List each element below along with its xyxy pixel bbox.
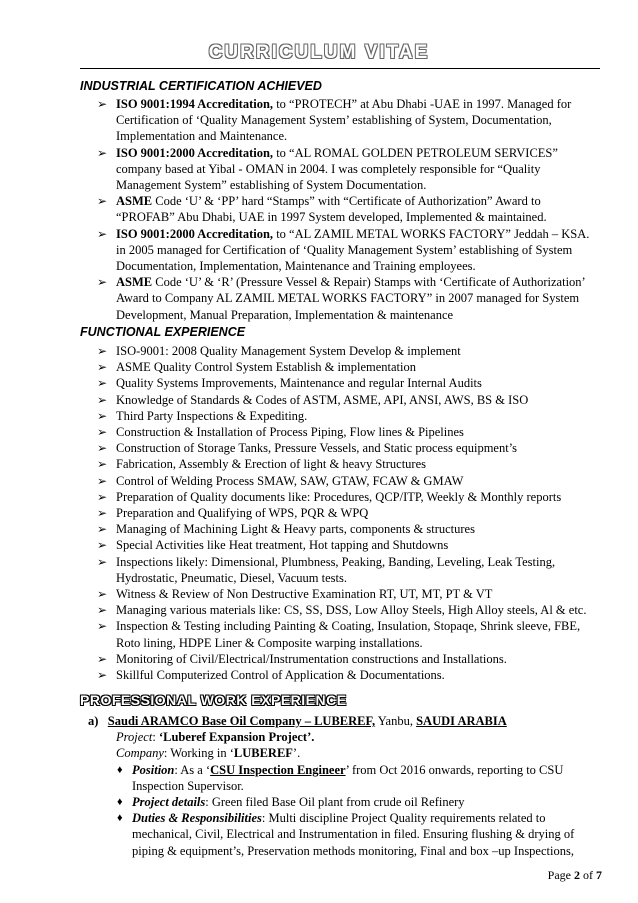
list-item bbox=[97, 505, 602, 521]
job-letter: a) bbox=[88, 714, 99, 728]
list-item bbox=[97, 521, 602, 537]
list-item bbox=[97, 440, 602, 456]
position-value: CSU Inspection Engineer bbox=[210, 762, 346, 777]
arrow-bullet-icon: ➢ bbox=[97, 587, 108, 602]
list-item bbox=[97, 473, 602, 489]
list-item bbox=[97, 359, 602, 375]
list-item bbox=[97, 424, 602, 440]
arrow-bullet-icon: ➢ bbox=[97, 441, 108, 456]
list-item-text: Inspection & Testing including Painting & Coating, Insulation, Stopaqe, Shrink sleeve, FBE, Roto lining, HDPE Liner & Composite warping installations. bbox=[116, 619, 581, 650]
list-item bbox=[97, 537, 602, 553]
arrow-bullet-icon: ➢ bbox=[97, 392, 108, 407]
arrow-bullet-icon: ➢ bbox=[97, 425, 108, 440]
page-number bbox=[548, 868, 602, 883]
job-company: Saudi ARAMCO Base Oil Company – LUBEREF, bbox=[107, 714, 376, 728]
arrow-bullet-icon: ➢ bbox=[97, 489, 108, 504]
arrow-bullet-icon: ➢ bbox=[97, 275, 108, 290]
certification-bold: ASME bbox=[116, 194, 153, 209]
functional-list bbox=[97, 343, 602, 683]
title-underline bbox=[80, 68, 600, 69]
certification-item bbox=[97, 96, 602, 145]
certification-text: to “AL ROMAL GOLDEN PETROLEUM SERVICES” company based at Yibal - OMAN in 2004. I was completely responsible for “Quality Management System” establishing of System Documentation. bbox=[116, 145, 558, 193]
list-item bbox=[97, 602, 602, 618]
diamond-bullet-icon: ♦ bbox=[117, 763, 123, 776]
list-item-text: Quality Systems Improvements, Maintenance and regular Internal Audits bbox=[116, 376, 482, 391]
certification-text: Code ‘U’ & ‘PP’ hard “Stamps” with “Certificate of Authorization” Award to “PROFAB” Abu Dhabi, UAE in 1997 System developed, Implemented & maintained. bbox=[116, 194, 547, 225]
list-item bbox=[97, 489, 602, 505]
company-suffix: ’. bbox=[292, 746, 301, 761]
functional-heading: FUNCTIONAL EXPERIENCE bbox=[80, 325, 246, 339]
arrow-bullet-icon: ➢ bbox=[97, 473, 108, 488]
job-duties bbox=[88, 810, 603, 859]
page-label: Page bbox=[547, 868, 574, 882]
certification-heading: INDUSTRIAL CERTIFICATION ACHIEVED bbox=[80, 79, 322, 93]
list-item bbox=[97, 343, 602, 359]
list-item bbox=[97, 554, 602, 586]
certification-item bbox=[97, 193, 602, 225]
arrow-bullet-icon: ➢ bbox=[97, 651, 108, 666]
list-item-text: Managing of Machining Light & Heavy parts, components & structures bbox=[116, 522, 475, 537]
list-item-text: Skillful Computerized Control of Application & Documentations. bbox=[116, 668, 445, 683]
list-item bbox=[97, 667, 602, 683]
job-city: Yanbu, bbox=[375, 714, 417, 728]
list-item-text: Witness & Review of Non Destructive Examination RT, UT, MT, PT & VT bbox=[116, 587, 493, 602]
company-value: LUBEREF bbox=[233, 746, 293, 761]
list-item-text: Inspections likely: Dimensional, Plumbness, Peaking, Banding, Leveling, Leak Testing, Hydrostatic, Pneumatic, Diesel, Vacuum tests. bbox=[116, 554, 556, 585]
list-item-text: Special Activities like Heat treatment, Hot tapping and Shutdowns bbox=[116, 538, 449, 553]
arrow-bullet-icon: ➢ bbox=[97, 538, 108, 553]
list-item bbox=[97, 456, 602, 472]
job-project: Project: ‘Luberef Expansion Project’. bbox=[116, 730, 315, 745]
arrow-bullet-icon: ➢ bbox=[97, 554, 108, 569]
page-total: 7 bbox=[596, 868, 602, 882]
list-item-text: Preparation and Qualifying of WPS, PQR & WPQ bbox=[116, 506, 369, 521]
arrow-bullet-icon: ➢ bbox=[97, 360, 108, 375]
company-label: Company bbox=[116, 746, 164, 761]
list-item-text: Construction of Storage Tanks, Pressure Vessels, and Static process equipment’s bbox=[116, 441, 518, 456]
list-item bbox=[97, 392, 602, 408]
certification-list bbox=[97, 96, 602, 323]
arrow-bullet-icon: ➢ bbox=[97, 226, 108, 241]
list-item-text: Monitoring of Civil/Electrical/Instrumentation constructions and Installations. bbox=[116, 651, 507, 666]
arrow-bullet-icon: ➢ bbox=[97, 603, 108, 618]
arrow-bullet-icon: ➢ bbox=[97, 344, 108, 358]
project-label: Project bbox=[116, 730, 153, 745]
arrow-bullet-icon: ➢ bbox=[97, 408, 108, 423]
list-item-text: Control of Welding Process SMAW, SAW, GTAW, FCAW & GMAW bbox=[116, 473, 464, 488]
certification-bold: ISO 9001:1994 Accreditation, bbox=[116, 97, 274, 111]
certification-bold: ISO 9001:2000 Accreditation, bbox=[116, 226, 274, 241]
list-item-text: Knowledge of Standards & Codes of ASTM, ASME, API, ANSI, AWS, BS & ISO bbox=[116, 392, 529, 407]
arrow-bullet-icon: ➢ bbox=[97, 194, 108, 209]
certification-text: to “AL ZAMIL METAL WORKS FACTORY” Jeddah – KSA. in 2005 managed for Certification of ‘Quality Management System’ establishing of System Documentation, Implementation, Maintenance and Training employees. bbox=[116, 226, 590, 274]
list-item-text: ASME Quality Control System Establish & implementation bbox=[116, 360, 416, 375]
list-item bbox=[97, 408, 602, 424]
list-item-text: ISO-9001: 2008 Quality Management System Develop & implement bbox=[116, 344, 461, 358]
company-prefix: : Working in ‘ bbox=[163, 746, 234, 761]
arrow-bullet-icon: ➢ bbox=[97, 619, 108, 634]
certification-bold: ASME bbox=[116, 275, 153, 290]
details-text: : Green filed Base Oil plant from crude oil Refinery bbox=[205, 795, 465, 810]
duties-label: Duties & Responsibilities bbox=[132, 811, 262, 826]
certification-text: to “PROTECH” at Abu Dhabi -UAE in 1997. Managed for Certification of ‘Quality Management System’ establishing of System, Documentation, Implementation and Maintenance. bbox=[116, 97, 572, 144]
page-of: of bbox=[580, 868, 596, 882]
project-value: ‘Luberef Expansion Project’. bbox=[158, 730, 315, 745]
arrow-bullet-icon: ➢ bbox=[97, 506, 108, 521]
arrow-bullet-icon: ➢ bbox=[97, 145, 108, 160]
list-item-text: Managing various materials like: CS, SS, DSS, Low Alloy Steels, High Alloy steels, Al & etc. bbox=[116, 603, 587, 618]
certification-item bbox=[97, 145, 602, 194]
duties-text: : Multi discipline Project Quality requirements related to mechanical, Civil, Electrical and Instrumentation in filed. Ensuring flushing & drying of piping & equipment’s, Preservation methods monitoring, Final and box –up Inspections, bbox=[132, 811, 575, 858]
arrow-bullet-icon: ➢ bbox=[97, 376, 108, 391]
certification-item bbox=[97, 226, 602, 275]
job-country: SAUDI ARABIA bbox=[416, 714, 507, 728]
arrow-bullet-icon: ➢ bbox=[97, 522, 108, 537]
list-item bbox=[97, 618, 602, 650]
job-company-line bbox=[88, 745, 603, 761]
list-item bbox=[97, 586, 602, 602]
certification-text: Code ‘U’ & ‘R’ (Pressure Vessel & Repair) Stamps with ‘Certificate of Authorization’ Award to Company AL ZAMIL METAL WORKS FACTORY” in 2007 managed for System Development, Manual Preparation, Implementation & maintenance bbox=[116, 275, 585, 322]
details-label: Project details bbox=[132, 795, 206, 810]
arrow-bullet-icon: ➢ bbox=[97, 97, 108, 111]
professional-heading: PROFESSIONAL WORK EXPERIENCE bbox=[80, 692, 347, 708]
list-item-text: Preparation of Quality documents like: Procedures, QCP/ITP, Weekly & Monthly reports bbox=[116, 489, 562, 504]
list-item-text: Fabrication, Assembly & Erection of light & heavy Structures bbox=[116, 457, 427, 472]
list-item bbox=[97, 651, 602, 667]
position-prefix: : As a ‘ bbox=[174, 762, 211, 777]
document-title: CURRICULUM VITAE bbox=[208, 42, 430, 63]
list-item-text: Construction & Installation of Process Piping, Flow lines & Pipelines bbox=[116, 425, 464, 440]
diamond-bullet-icon: ♦ bbox=[117, 812, 123, 825]
certification-item bbox=[97, 274, 602, 323]
arrow-bullet-icon: ➢ bbox=[97, 457, 108, 472]
list-item-text: Third Party Inspections & Expediting. bbox=[116, 408, 308, 423]
list-item bbox=[97, 375, 602, 391]
certification-bold: ISO 9001:2000 Accreditation, bbox=[116, 145, 274, 160]
job-position bbox=[88, 762, 603, 794]
position-suffix: ’ from Oct 2016 onwards, reporting to CSU Inspection Supervisor. bbox=[132, 762, 564, 793]
arrow-bullet-icon: ➢ bbox=[97, 668, 108, 683]
job-entry bbox=[88, 713, 603, 859]
page-current: 2 bbox=[574, 868, 580, 882]
position-label: Position bbox=[132, 762, 175, 777]
job-details bbox=[88, 794, 603, 810]
diamond-bullet-icon: ♦ bbox=[117, 796, 123, 809]
job-header bbox=[88, 713, 603, 729]
